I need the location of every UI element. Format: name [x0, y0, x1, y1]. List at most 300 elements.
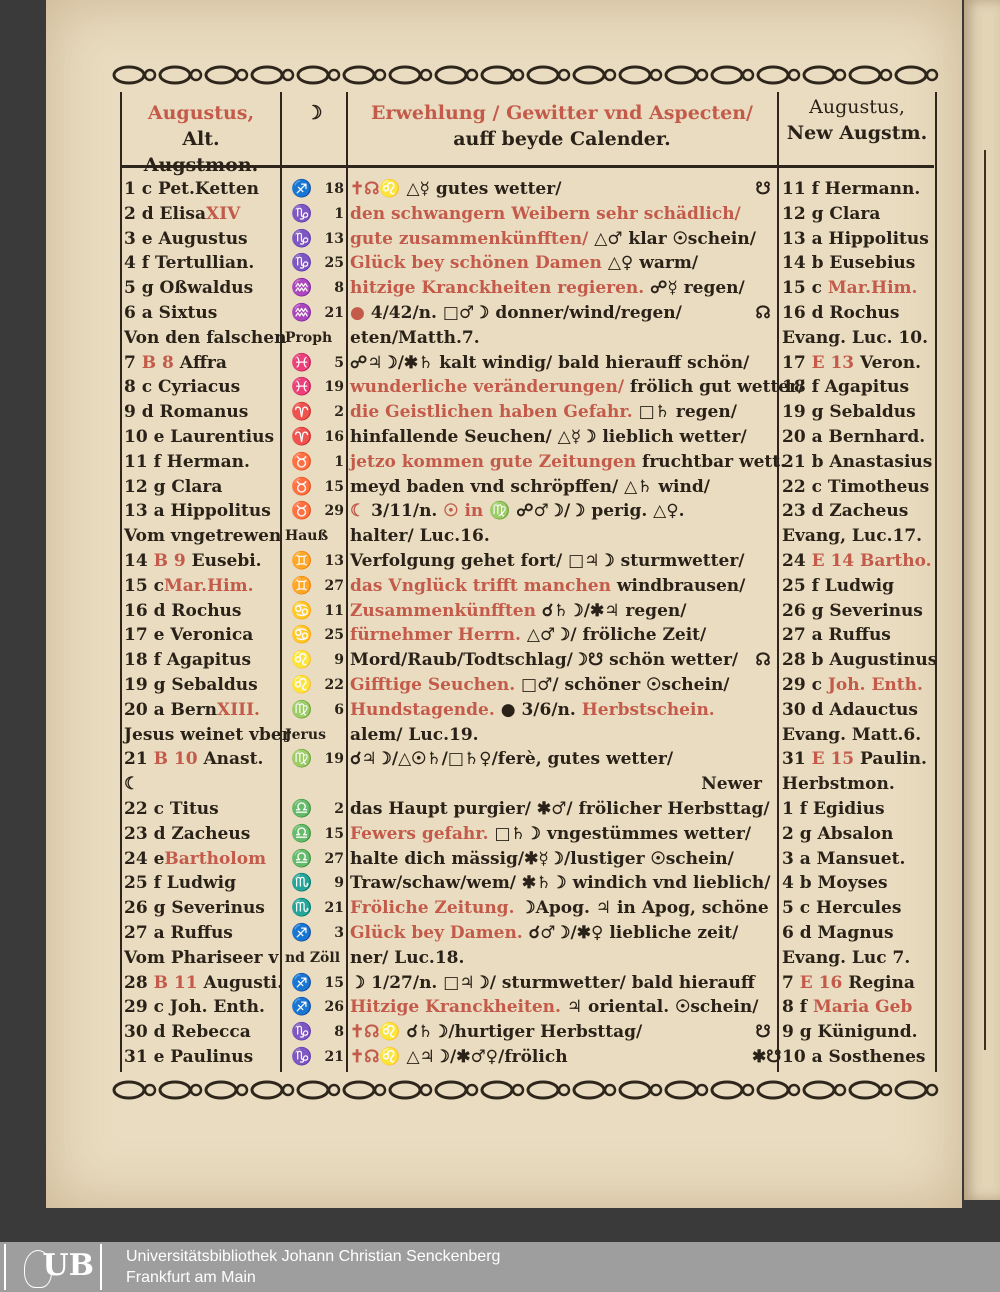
day-row: [0, 425, 1000, 450]
text-segment: 4 b Moyses: [782, 873, 888, 894]
rubric-text: wunderliche veränderungen/: [350, 377, 630, 398]
new-calendar-entry: [782, 747, 934, 772]
text-segment: 2 g Absalon: [782, 823, 894, 844]
text-segment: 3 e Augustus: [124, 228, 248, 249]
moon-degree: 9: [334, 875, 344, 892]
text-segment: 1 c Pet.Ketten: [124, 179, 260, 199]
moon-degree: 2: [334, 404, 344, 421]
new-calendar-entry: [782, 871, 934, 896]
old-calendar-entry: [124, 822, 280, 847]
weather-aspect-text: [350, 747, 762, 772]
weather-aspect-text: [350, 946, 762, 971]
rubric-text: Fröliche Zeitung.: [350, 898, 521, 919]
weather-aspect-text: [350, 524, 762, 549]
weather-aspect-text: [350, 995, 762, 1020]
rubric-text: XIII.: [217, 699, 260, 720]
text-segment: meyd baden vnd schröpffen/ △♄ wind/: [350, 476, 710, 497]
moon-degree: 21: [324, 1048, 344, 1065]
rubric-text: E 14 Bartho.: [811, 550, 932, 571]
day-row: [0, 747, 1000, 772]
zodiac-sign-icon: ♐: [291, 972, 313, 993]
text-segment: 22 c Timotheus: [782, 476, 930, 497]
header-middle-sub: auff beyde Calender.: [453, 128, 671, 150]
text-segment: 20 a Bern: [124, 699, 218, 720]
old-calendar-entry: [124, 673, 280, 698]
moon-degree: 22: [324, 676, 344, 693]
text-segment: ● 3/6/n.: [500, 699, 582, 720]
text-segment: 16 d Rochus: [782, 302, 900, 323]
old-calendar-entry: [124, 946, 280, 971]
old-calendar-entry: [124, 797, 280, 822]
zodiac-sign-icon: ♎: [291, 823, 313, 844]
day-row: [0, 301, 1000, 326]
rubric-text: Fewers gefahr.: [350, 823, 495, 844]
zodiac-sign-icon: ♍: [291, 699, 313, 720]
header-left-sub: Alt. Augstmon.: [143, 128, 259, 176]
moon-degree: 15: [324, 478, 344, 495]
text-segment: 27 a Ruffus: [782, 625, 891, 646]
weather-aspect-text: [350, 475, 762, 500]
old-calendar-entry: [124, 648, 280, 673]
text-segment: 31: [782, 749, 812, 770]
moon-degree: 8: [334, 280, 344, 297]
zodiac-sign-icon: ♈: [291, 426, 313, 447]
weather-aspect-text: [350, 822, 762, 847]
text-segment: 17: [782, 352, 812, 373]
zodiac-sign-icon: ♐: [291, 179, 313, 199]
text-segment: 8 c Cyriacus: [124, 377, 241, 398]
calendar-rows: [0, 177, 1000, 1070]
weather-aspect-text: [350, 723, 762, 748]
header-old-calendar: [122, 100, 280, 178]
rubric-text: ✝☊♌: [350, 179, 407, 199]
day-row: [0, 822, 1000, 847]
day-row: [0, 475, 1000, 500]
rubric-text: ✝☊♌: [350, 1022, 407, 1043]
bottom-ornament-border: [112, 1077, 940, 1103]
day-row: [0, 177, 1000, 202]
node-symbol-icon: ☊: [755, 302, 771, 323]
weather-aspect-text: [350, 400, 762, 425]
text-segment: 10 a Sosthenes: [782, 1046, 926, 1067]
text-segment: 4 f Tertullian.: [124, 253, 255, 274]
day-row: [0, 921, 1000, 946]
text-segment: ♃ oriental. ☉schein/: [566, 997, 759, 1018]
text-segment: 6 a Sixtus: [124, 302, 218, 323]
text-segment: △☿ gutes wetter/: [406, 179, 562, 199]
header-middle-title: Erwehlung / Gewitter vnd Aspecten/: [371, 102, 753, 124]
weather-aspect-text: [350, 971, 762, 996]
zodiac-sign-icon: ♍: [291, 749, 313, 770]
rubric-text: E 16: [799, 972, 843, 993]
day-row: [0, 351, 1000, 376]
gospel-row: [0, 946, 1000, 971]
rubric-text: hitzige Kranckheiten regieren.: [350, 278, 651, 299]
text-segment: Eusebi.: [185, 550, 262, 571]
new-calendar-entry: [782, 723, 934, 748]
old-calendar-entry: [124, 276, 280, 301]
text-segment: ☍♂☽/☽ perig. △♀.: [516, 501, 685, 522]
moon-degree: 27: [324, 577, 344, 594]
zodiac-sign-icon: ♉: [291, 451, 313, 472]
zodiac-sign-icon: ♒: [291, 302, 313, 323]
library-city: Frankfurt am Main: [126, 1269, 256, 1286]
rubric-text: B 10: [153, 749, 198, 770]
new-calendar-entry: [782, 921, 934, 946]
weather-aspect-text: [350, 871, 771, 896]
zodiac-sign-icon: ♑: [291, 1046, 313, 1067]
rubric-text: XIV: [206, 203, 241, 224]
node-symbol-icon: ☋: [755, 1022, 771, 1043]
weather-aspect-text: [350, 549, 762, 574]
text-segment: 19 g Sebaldus: [782, 402, 916, 423]
new-calendar-entry: [782, 995, 934, 1020]
header-left-title: Augustus,: [147, 102, 255, 124]
gospel-row: [0, 524, 1000, 549]
old-calendar-entry: [124, 301, 280, 326]
new-calendar-entry: [782, 177, 934, 202]
moon-degree: 19: [324, 751, 344, 768]
rubric-text: die Geistlichen haben Gefahr.: [350, 402, 639, 423]
rubric-text: fürnehmer Herrn.: [350, 625, 527, 646]
text-segment: 21: [124, 749, 154, 770]
old-calendar-entry: [124, 475, 280, 500]
weather-aspect-text: [350, 251, 762, 276]
rubric-text: Herbstschein.: [581, 699, 715, 720]
moon-degree: 29: [324, 503, 344, 520]
rubric-text: Joh. Enth.: [827, 674, 923, 695]
new-calendar-entry: [782, 450, 934, 475]
text-segment: fruchtbar wett.: [642, 451, 787, 472]
moon-degree: 1: [334, 453, 344, 470]
moon-degree: 8: [334, 1024, 344, 1041]
new-calendar-entry: [782, 1020, 934, 1045]
moon-degree: 15: [324, 974, 344, 991]
old-calendar-entry: [124, 847, 280, 872]
new-calendar-entry: [782, 599, 934, 624]
moon-degree: 5: [334, 354, 344, 371]
day-row: [0, 698, 1000, 723]
text-segment: 25 f Ludwig: [782, 575, 894, 596]
text-segment: Von den falschen: [124, 327, 287, 348]
text-segment: Veron.: [854, 352, 922, 373]
text-segment: Verfolgung gehet fort/ □♃☽ sturmwetter/: [350, 550, 745, 571]
weather-aspect-text: [350, 599, 762, 624]
day-row: [0, 648, 1000, 673]
old-calendar-entry: [124, 723, 291, 748]
rubric-text: ☉ in ♍: [443, 501, 517, 522]
text-segment: 9 g Künigund.: [782, 1022, 918, 1043]
new-calendar-entry: [782, 847, 934, 872]
text-segment: 23 d Zacheus: [124, 823, 251, 844]
zodiac-sign-icon: ♐: [291, 997, 313, 1018]
day-row: [0, 450, 1000, 475]
moon-degree: 25: [324, 627, 344, 644]
old-calendar-entry: [124, 995, 280, 1020]
text-segment: 16 d Rochus: [124, 600, 242, 621]
new-calendar-entry: [782, 822, 934, 847]
text-segment: 8 f: [782, 997, 813, 1018]
moon-degree: 21: [324, 304, 344, 321]
zodiac-sign-icon: ♐: [291, 922, 313, 943]
zodiac-sign-icon: ♑: [291, 228, 313, 249]
moon-degree: 19: [324, 379, 344, 396]
text-segment: Regina: [842, 972, 915, 993]
weather-aspect-text: [350, 301, 762, 326]
moon-degree: 2: [334, 800, 344, 817]
library-name: Universitätsbibliothek Johann Christian Senckenberg: [126, 1248, 501, 1265]
day-row: [0, 375, 1000, 400]
text-segment: Evang. Luc. 10.: [782, 327, 929, 348]
header-right-title: Augustus,: [809, 96, 905, 118]
text-segment: 27 a Ruffus: [124, 922, 233, 943]
weather-aspect-text: [350, 425, 762, 450]
weather-aspect-text: [350, 623, 762, 648]
text-segment: Vom vngetrewen: [124, 526, 282, 547]
zodiac-sign-icon: ♒: [291, 278, 313, 299]
text-segment: 21 b Anastasius: [782, 451, 933, 472]
rubric-text: B 8: [141, 352, 174, 373]
text-segment: ☌♂☽/✱♀ liebliche zeit/: [528, 922, 739, 943]
header-elections: [348, 100, 776, 152]
old-calendar-entry: [124, 524, 280, 549]
old-calendar-entry: [124, 896, 280, 921]
rubric-text: das Vnglück trifft manchen: [350, 575, 617, 596]
moon-degree: 18: [324, 181, 344, 197]
day-row: [0, 673, 1000, 698]
library-footer: [0, 1242, 1000, 1292]
moon-degree: 26: [324, 999, 344, 1016]
weather-aspect-text: [350, 797, 770, 822]
zodiac-sign-icon: ♑: [291, 253, 313, 274]
text-segment: 2 d Elisa: [124, 203, 207, 224]
new-calendar-entry: [782, 351, 934, 376]
day-row: [0, 202, 1000, 227]
day-row: [0, 276, 1000, 301]
day-row: [0, 797, 1000, 822]
text-segment: 14: [124, 550, 154, 571]
rubric-text: Glück bey schönen Damen: [350, 253, 608, 274]
new-calendar-entry: [782, 946, 934, 971]
old-calendar-entry: [124, 227, 280, 252]
new-calendar-entry: [782, 400, 934, 425]
moon-degree: 16: [324, 428, 344, 445]
weather-aspect-text: [350, 847, 762, 872]
zodiac-sign-icon: ♌: [291, 674, 313, 695]
rubric-text: Gifftige Seuchen.: [350, 674, 522, 695]
weather-aspect-text: [350, 896, 769, 921]
text-segment: frölich gut wetter/: [629, 377, 805, 398]
text-segment: 7: [782, 972, 800, 993]
day-row: [0, 549, 1000, 574]
text-segment: Augusti.: [197, 972, 284, 993]
text-segment: 13 a Hippolitus: [124, 501, 271, 522]
zodiac-sign-icon: ♑: [291, 1022, 313, 1043]
day-row: [0, 227, 1000, 252]
day-row: [0, 971, 1000, 996]
moon-degree: 13: [324, 230, 344, 247]
weather-aspect-text: [350, 450, 787, 475]
text-segment: ☽ 1/27/n. □♃☽/ sturmwetter/ bald hierauff: [350, 972, 755, 993]
text-segment: windbrausen/: [616, 575, 746, 596]
weather-aspect-text: [350, 177, 762, 202]
weather-aspect-text: [350, 648, 762, 673]
text-segment: □♂/ schöner ☉schein/: [521, 674, 730, 695]
new-calendar-entry: [782, 971, 934, 996]
text-segment: ☌♄☽/hurtiger Herbsttag/: [406, 1022, 643, 1043]
new-calendar-entry: [782, 772, 934, 797]
moon-degree: 27: [324, 850, 344, 867]
text-segment: 28 b Augustinus: [782, 650, 938, 671]
text-segment: 22 c Titus: [124, 798, 219, 819]
text-segment: das Haupt purgier/ ✱♂/ frölicher Herbsttag/: [350, 798, 770, 819]
zodiac-sign-icon: ♈: [291, 402, 313, 423]
text-segment: 12 g Clara: [782, 203, 881, 224]
weather-aspect-text: [350, 698, 762, 723]
day-row: [0, 1045, 1000, 1070]
new-calendar-entry: [782, 896, 934, 921]
day-row: [0, 1020, 1000, 1045]
weather-aspect-text: [350, 574, 762, 599]
zodiac-sign-icon: ♏: [291, 898, 313, 919]
old-calendar-entry: [124, 921, 280, 946]
text-segment: 3 a Mansuet.: [782, 848, 906, 869]
text-segment: Traw/schaw/wem/ ✱♄☽ windich vnd lieblich/: [350, 873, 771, 894]
text-segment: ☌♄☽/✱♃ regen/: [541, 600, 687, 621]
gospel-continuation: Jerus: [285, 726, 326, 743]
zodiac-sign-icon: ♊: [291, 550, 313, 571]
old-calendar-entry: [124, 499, 280, 524]
new-calendar-entry: [782, 425, 934, 450]
text-segment: 24: [782, 550, 812, 571]
zodiac-sign-icon: ♓: [291, 377, 313, 398]
text-segment: △♂☽/ fröliche Zeit/: [526, 625, 707, 646]
day-row: [0, 599, 1000, 624]
text-segment: 20 a Bernhard.: [782, 426, 926, 447]
text-segment: Evang. Matt.6.: [782, 724, 922, 745]
text-segment: 5 g Oßwaldus: [124, 278, 254, 299]
weather-aspect-text: [350, 1045, 762, 1070]
text-segment: 26 g Severinus: [124, 898, 265, 919]
zodiac-sign-icon: ♋: [291, 625, 313, 646]
text-segment: 7: [124, 352, 142, 373]
header-new-calendar: [779, 94, 935, 146]
text-segment: 19 g Sebaldus: [124, 674, 258, 695]
new-calendar-entry: [782, 648, 938, 673]
text-segment: alem/ Luc.19.: [350, 724, 479, 745]
new-calendar-entry: [782, 698, 934, 723]
old-calendar-entry: [124, 623, 280, 648]
text-segment: 18 f Agapitus: [124, 650, 252, 671]
text-segment: △♀ warm/: [607, 253, 699, 274]
weather-aspect-text: [350, 351, 762, 376]
text-segment: 30 d Rebecca: [124, 1022, 251, 1043]
rubric-text: Maria Geb: [812, 997, 913, 1018]
gospel-row: [0, 723, 1000, 748]
text-segment: 14 b Eusebius: [782, 253, 916, 274]
text-segment: △♃☽/✱♂♀/frölich: [406, 1046, 568, 1067]
old-calendar-entry: [124, 772, 280, 797]
zodiac-sign-icon: ♉: [291, 501, 313, 522]
weather-aspect-text: [350, 202, 762, 227]
text-segment: 31 e Paulinus: [124, 1046, 254, 1067]
rubric-text: Glück bey Damen.: [350, 922, 529, 943]
zodiac-sign-icon: ♋: [291, 600, 313, 621]
old-calendar-entry: [124, 599, 280, 624]
new-calendar-entry: [782, 797, 934, 822]
text-segment: halter/ Luc.16.: [350, 526, 490, 547]
new-calendar-entry: [782, 549, 934, 574]
node-symbol-icon: ☋: [755, 179, 771, 199]
weather-aspect-text: [350, 921, 762, 946]
new-calendar-entry: [782, 276, 934, 301]
text-segment: 10 e Laurentius: [124, 426, 275, 447]
moon-degree: 13: [324, 552, 344, 569]
text-segment: 11 f Herman.: [124, 451, 250, 472]
weather-aspect-text: [350, 227, 762, 252]
old-calendar-entry: [124, 450, 280, 475]
text-segment: ☽Apog. ♃ in Apog, schöne: [520, 898, 769, 919]
text-segment: □♄☽ vngestümmes wetter/: [494, 823, 752, 844]
old-calendar-entry: [124, 871, 280, 896]
ub-logo: [4, 1244, 102, 1290]
new-calendar-entry: [782, 326, 934, 351]
weather-aspect-text: [350, 326, 762, 351]
text-segment: 1 f Egidius: [782, 798, 885, 819]
text-segment: ner/ Luc.18.: [350, 947, 465, 968]
weather-aspect-text: [350, 375, 805, 400]
gospel-continuation: Proph: [285, 329, 333, 346]
header-moon-symbol: ☽: [305, 102, 323, 124]
old-calendar-entry: [124, 574, 280, 599]
text-segment: 6 d Magnus: [782, 922, 894, 943]
text-segment: 29 c Joh. Enth.: [124, 997, 265, 1018]
weather-aspect-text: [350, 1020, 762, 1045]
text-segment: 15 c: [782, 278, 828, 299]
rubric-text: Mar.Him.: [827, 278, 918, 299]
rubric-text: E 13: [811, 352, 855, 373]
old-calendar-entry: [124, 400, 280, 425]
moon-degree: 15: [324, 825, 344, 842]
day-row: [0, 847, 1000, 872]
text-segment: halte dich mässig/✱☿☽/lustiger ☉schein/: [350, 848, 734, 869]
logo-text: UB: [42, 1248, 94, 1283]
node-symbol-icon: ☊: [755, 650, 771, 671]
weather-aspect-text: [350, 772, 762, 797]
text-segment: 11 f Hermann.: [782, 179, 921, 199]
new-calendar-entry: [782, 673, 934, 698]
text-segment: ☌♃☽/△☉♄/□♄♀/ferè, gutes wetter/: [350, 749, 674, 770]
zodiac-sign-icon: ♓: [291, 352, 313, 373]
moon-degree: 3: [334, 924, 344, 941]
rubric-text: ☾: [350, 501, 372, 522]
text-segment: ☍♃☽/✱♄ kalt windig/ bald hierauff schön/: [350, 352, 750, 373]
moon-degree: 6: [334, 701, 344, 718]
day-row: [0, 400, 1000, 425]
rubric-text: den schwangern Weibern sehr schädlich/: [350, 203, 741, 224]
new-calendar-entry: [782, 1045, 934, 1070]
rubric-text: ✝☊♌: [350, 1046, 407, 1067]
old-calendar-entry: [124, 375, 280, 400]
new-calendar-entry: [782, 227, 934, 252]
old-calendar-entry: [124, 351, 280, 376]
rubric-text: B 11: [153, 972, 198, 993]
text-segment: Paulin.: [854, 749, 927, 770]
text-segment: Mord/Raub/Todtschlag/☽☋ schön wetter/: [350, 650, 739, 671]
old-calendar-entry: [124, 1020, 280, 1045]
text-segment: Anast.: [197, 749, 264, 770]
text-segment: 23 d Zacheus: [782, 501, 909, 522]
